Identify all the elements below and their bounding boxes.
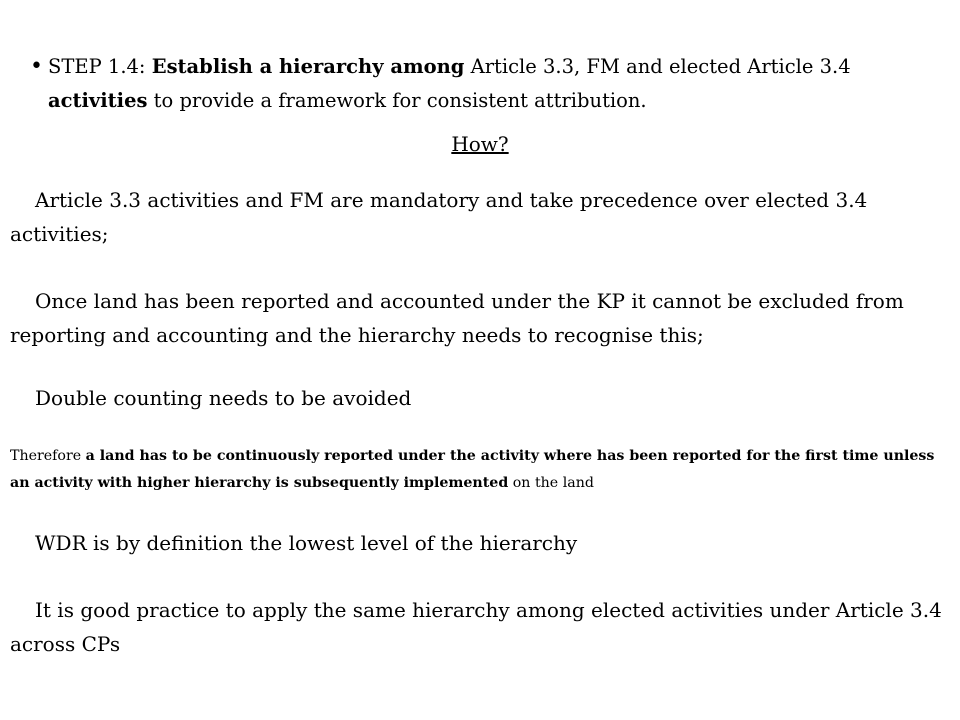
step-emphasis-hierarchy: Establish a hierarchy among [151, 55, 465, 78]
point-text: Once land has been reported and accounted under the KP it cannot be excluded from reporting and accounting and the hierarchy needs to recognise this; [10, 289, 904, 347]
step-articles: Article 3.3, FM and elected Article 3.4 [464, 55, 851, 78]
point-good-practice [10, 593, 945, 661]
therefore-lead: Therefore [10, 448, 86, 464]
step-heading [30, 50, 940, 118]
how-subheading: How? [451, 132, 509, 156]
step-emphasis-activities: activities [48, 89, 148, 112]
point-wdr [10, 526, 945, 560]
therefore-emphasis: a land has to be continuously reported under the activity where has been reported for the first time unless an activity with higher hierarchy is subsequently implemented [10, 448, 935, 491]
therefore-tail: on the land [508, 475, 594, 491]
point-mandatory [10, 183, 945, 251]
bullet-icon: • [30, 54, 43, 79]
therefore-paragraph [10, 443, 945, 497]
point-text: Article 3.3 activities and FM are mandatory and take precedence over elected 3.4 activities; [10, 188, 868, 246]
point-text: WDR is by definition the lowest level of the hierarchy [35, 531, 578, 555]
point-once-reported [10, 284, 945, 352]
point-text: Double counting needs to be avoided [35, 386, 412, 410]
step-text [48, 50, 940, 118]
point-text: It is good practice to apply the same hierarchy among elected activities under Article 3.4 across CPs [10, 598, 942, 656]
step-prefix: STEP 1.4: [48, 55, 152, 78]
point-double-counting [10, 381, 945, 415]
step-suffix: to provide a framework for consistent attribution. [147, 89, 647, 112]
